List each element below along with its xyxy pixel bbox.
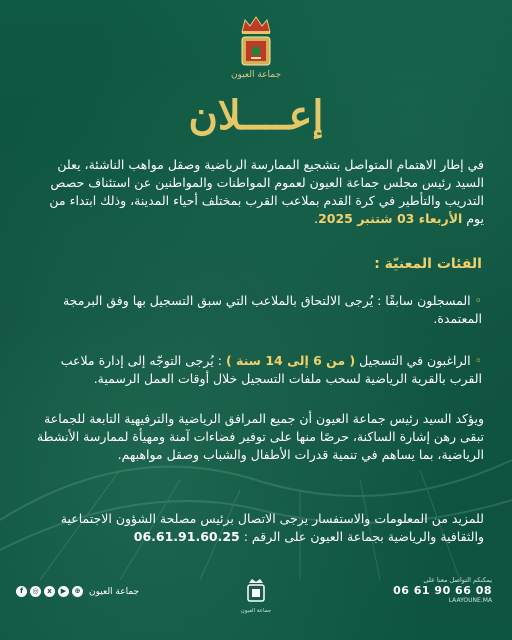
bullet-icon: ◦ xyxy=(470,293,482,308)
city-crest-icon xyxy=(241,36,271,66)
footer-logo xyxy=(240,578,272,614)
social-links xyxy=(16,586,139,597)
facilities-paragraph: ويؤكد السيد رئيس جماعة العيون أن جميع المرافق الرياضية والترفيهية التابعة للجماعة تبقى رهن إشارة الساكنة، حرصًا منها على توفير فضاءات آمنة ومهيأة لممارسة الأنشطة الرياضية، بما يساهم في تنمية قدرات الأطفال والشباب وصقل مواهبهم. xyxy=(36,411,484,462)
footer-logo-label: جماعة العيون xyxy=(240,608,272,614)
list-item xyxy=(30,292,482,328)
contact-label: يمكنكم التواصل معنا على xyxy=(423,576,492,584)
facebook-icon[interactable]: f xyxy=(16,586,27,597)
section-title: الفئات المعنيّة : xyxy=(374,256,482,272)
intro-paragraph xyxy=(28,156,484,228)
contact-phone[interactable]: 06.61.91.60.25 xyxy=(133,529,240,544)
intro-end: . xyxy=(314,211,319,226)
contact-text: للمزيد من المعلومات والاستفسار يرجى الاتصال برئيس مصلحة الشؤون الاجتماعية والثقافية والرياضية بجماعة العيون على الرقم : xyxy=(60,511,484,544)
crown-icon xyxy=(239,14,273,34)
footer-phone[interactable]: 06 61 90 66 08 xyxy=(393,584,492,597)
start-date: الأربعاء 03 شتنبر 2025 xyxy=(318,211,463,226)
intro-text: في إطار الاهتمام المتواصل بتشجيع الممارسة الرياضية وصقل مواهب الناشئة، يعلن السيد رئيس مجلس جماعة العيون لعموم المواطنات والمواطنين عن استئناف حصص التدريب والتأطير في كرة القدم بملاعب القرب بمختلف أحياء المدينة، وذلك ابتداء من يوم xyxy=(49,157,484,226)
city-name: جماعة العيون xyxy=(230,70,282,80)
x-icon[interactable]: x xyxy=(44,586,55,597)
footer-city-name: جماعة العيون xyxy=(89,586,140,597)
item-text-end: : يُرجى التوجّه إلى إدارة ملاعب القرب بالقرية الرياضية لسحب ملفات التسجيل خلال أوقات العمل الرسمية. xyxy=(60,353,482,386)
item-text: المسجلون سابقًا : يُرجى الالتحاق بالملاعب التي سبق التسجيل بها وفق البرمجة المعتمدة. xyxy=(62,293,482,326)
item-text: الراغبون في التسجيل xyxy=(355,353,471,368)
contact-paragraph xyxy=(28,510,484,546)
web-icon[interactable]: ⊕ xyxy=(72,586,83,597)
age-range: ( من 6 إلى 14 سنة ) xyxy=(225,353,356,368)
footer-contact xyxy=(393,576,492,604)
youtube-icon[interactable]: ▶ xyxy=(58,586,69,597)
footer-website[interactable]: LAAYOUNE.MA xyxy=(448,597,492,604)
municipal-logo-icon xyxy=(245,578,267,604)
page-title: إعــــلان xyxy=(188,92,324,139)
bullet-icon: ◦ xyxy=(470,353,482,368)
instagram-icon[interactable]: ◎ xyxy=(30,586,41,597)
list-item xyxy=(30,352,482,388)
